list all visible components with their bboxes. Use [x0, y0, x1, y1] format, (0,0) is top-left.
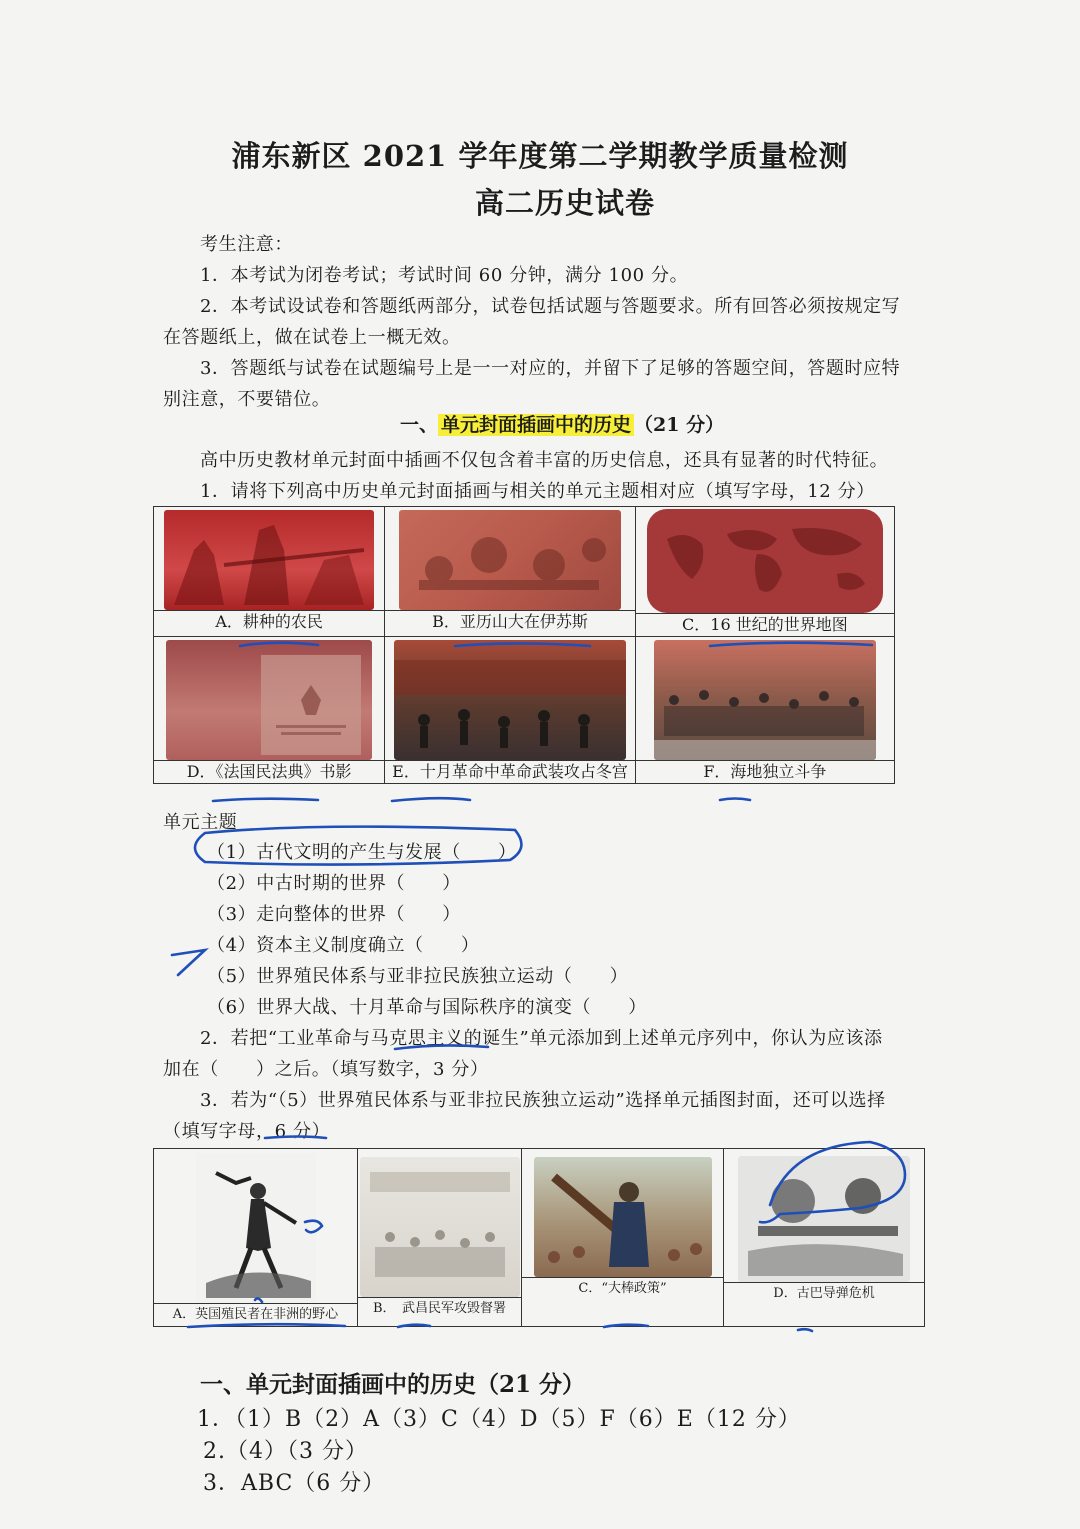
cuban-missile-crisis-image — [738, 1156, 910, 1282]
notice-item-1: 1．本考试为闭卷考试；考试时间 60 分钟，满分 100 分。 — [200, 265, 689, 286]
image-cell-a — [154, 507, 385, 637]
caption-a: A．耕种的农民 — [154, 610, 384, 633]
option-caption-d: D．古巴导弹危机 — [724, 1282, 924, 1305]
option-images-table — [153, 1148, 925, 1327]
section-heading — [400, 410, 724, 437]
image-cell-f — [635, 637, 894, 784]
answer-3: 3．ABC（6 分） — [203, 1471, 386, 1496]
page-title: 浦东新区 2021 学年度第二学期教学质量检测 — [231, 139, 849, 173]
section-title-highlight: 单元封面插画中的历史 — [438, 414, 634, 436]
question-2b: 加在（ ）之后。（填写数字，3 分） — [163, 1059, 489, 1080]
unit-3: （3）走向整体的世界（ ） — [207, 904, 461, 925]
unit-5: （5）世界殖民体系与亚非拉民族独立运动（ ） — [207, 966, 629, 987]
caption-f: F．海地独立斗争 — [636, 760, 894, 783]
image-cell-b — [385, 507, 636, 637]
notice-item-3b: 别注意，不要错位。 — [163, 389, 331, 410]
image-cell-c — [635, 507, 894, 637]
notice-item-2a: 2．本考试设试卷和答题纸两部分，试卷包括试题与答题要求。所有回答必须按规定写 — [200, 296, 901, 317]
question-3b: （填写字母，6 分） — [163, 1121, 331, 1142]
caption-d: D．《法国民法典》书影 — [154, 760, 384, 783]
option-cell-a — [154, 1149, 358, 1327]
option-cell-c — [522, 1149, 724, 1327]
question-1: 1．请将下列高中历史单元封面插画与相关的单元主题相对应（填写字母，12 分） — [200, 481, 875, 502]
answer-2: 2.（4）（3 分） — [203, 1439, 368, 1464]
alexander-image — [399, 510, 621, 610]
winter-palace-image — [394, 640, 626, 760]
section-intro: 高中历史教材单元封面中插画不仅包含着丰富的历史信息，还具有显著的时代特征。 — [200, 450, 889, 471]
world-map-image — [647, 509, 883, 613]
farmers-image — [164, 510, 374, 610]
option-cell-d — [724, 1149, 925, 1327]
civil-code-image — [166, 640, 372, 760]
option-caption-c: C．“大棒政策” — [522, 1277, 723, 1300]
notice-item-2b: 在答题纸上，做在试卷上一概无效。 — [163, 327, 461, 348]
unit-6: （6）世界大战、十月革命与国际秩序的演变（ ） — [207, 997, 647, 1018]
cover-images-table — [153, 506, 895, 784]
image-cell-e — [385, 637, 636, 784]
option-cell-b — [358, 1149, 522, 1327]
caption-c: C．16 世纪的世界地图 — [636, 613, 894, 636]
unit-4: （4）资本主义制度确立（ ） — [207, 935, 480, 956]
rhodes-colossus-image — [196, 1153, 316, 1303]
wuchang-uprising-image — [360, 1157, 520, 1297]
question-2a: 2．若把“工业革命与马克思主义的诞生”单元添加到上述单元序列中，你认为应该添 — [200, 1028, 883, 1049]
answer-heading: 一、单元封面插画中的历史（21 分） — [200, 1371, 586, 1398]
notice-heading: 考生注意： — [200, 234, 293, 255]
unit-1: （1）古代文明的产生与发展（ ） — [207, 842, 517, 863]
image-cell-d — [154, 637, 385, 784]
caption-b: B．亚历山大在伊苏斯 — [385, 610, 635, 633]
page-subtitle: 高二历史试卷 — [474, 186, 655, 220]
option-caption-a: A．英国殖民者在非洲的野心 — [154, 1303, 357, 1326]
section-points: （21 分） — [634, 414, 725, 436]
question-3a: 3．若为“（5）世界殖民体系与亚非拉民族独立运动”选择单元插图封面，还可以选择 — [200, 1090, 886, 1111]
option-caption-b: B． 武昌民军攻毁督署 — [358, 1297, 521, 1320]
unit-2: （2）中古时期的世界（ ） — [207, 873, 461, 894]
big-stick-image — [534, 1157, 712, 1277]
haiti-image — [654, 640, 876, 760]
unit-heading: 单元主题 — [163, 812, 238, 833]
notice-item-3a: 3．答题纸与试卷在试题编号上是一一对应的，并留下了足够的答题空间，答题时应特 — [200, 358, 901, 379]
answer-1: 1．（1）B（2）A（3）C（4）D（5）F（6）E（12 分） — [197, 1407, 801, 1432]
caption-e: E．十月革命中革命武装攻占冬宫 — [385, 760, 635, 783]
section-prefix: 一、 — [400, 414, 439, 436]
